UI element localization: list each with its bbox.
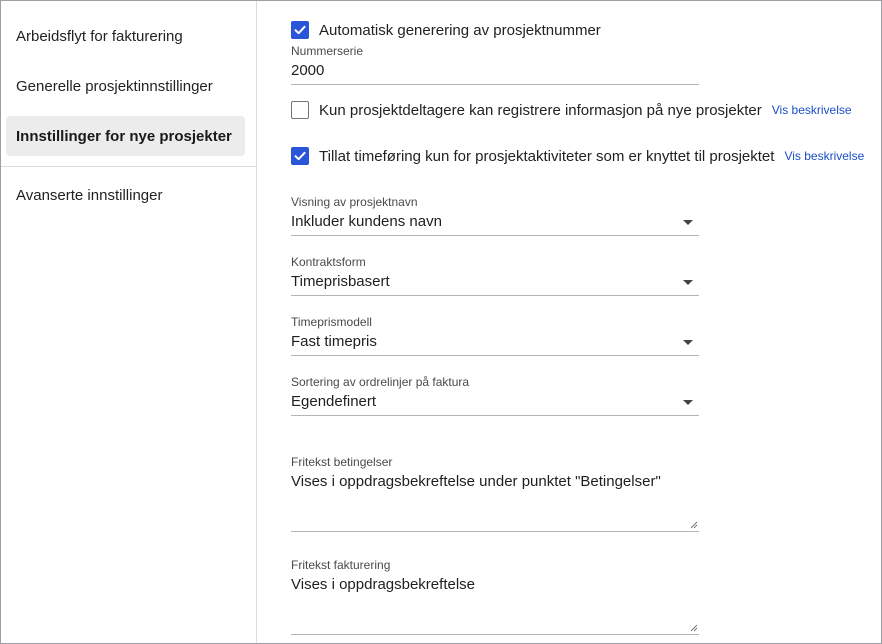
contract-form-value: Timeprisbasert <box>291 273 390 290</box>
sidebar-item-general-project-settings[interactable] <box>6 66 245 106</box>
chevron-down-icon <box>683 280 693 285</box>
hourly-model-value: Fast timepris <box>291 333 377 350</box>
number-series-label: Nummerserie <box>291 44 364 58</box>
checkmark-icon <box>293 149 307 163</box>
participants-only-description-link[interactable]: Vis beskrivelse <box>771 103 852 117</box>
chevron-down-icon <box>683 220 693 225</box>
auto-number-label: Automatisk generering av prosjektnummer <box>319 21 601 39</box>
project-name-display-label: Visning av prosjektnavn <box>291 195 418 209</box>
time-entry-description-link[interactable]: Vis beskrivelse <box>784 149 865 163</box>
settings-content <box>258 1 882 644</box>
time-entry-label: Tillat timeføring kun for prosjektaktiviteter som er knyttet til prosjektet <box>319 147 775 165</box>
time-entry-checkbox[interactable] <box>291 147 309 165</box>
sidebar-item-billing-workflow[interactable] <box>6 16 245 56</box>
number-series-input[interactable]: 2000 <box>291 61 699 85</box>
project-name-display-select[interactable] <box>291 212 699 236</box>
sidebar-item-label: Generelle prosjektinnstillinger <box>16 77 213 95</box>
order-sorting-select[interactable] <box>291 392 699 416</box>
contract-form-label: Kontraktsform <box>291 255 366 269</box>
order-sorting-field <box>291 375 699 416</box>
time-entry-row <box>291 147 864 165</box>
sidebar-item-label: Innstillinger for nye prosjekter <box>16 127 232 145</box>
invoicing-text-textarea[interactable] <box>291 575 699 635</box>
settings-sidebar <box>1 1 257 644</box>
resize-handle-icon[interactable] <box>690 521 698 529</box>
terms-text-value: Vises i oppdragsbekreftelse under punktet "Betingelser" <box>291 473 661 490</box>
participants-only-row <box>291 101 852 119</box>
chevron-down-icon <box>683 400 693 405</box>
participants-only-label: Kun prosjektdeltagere kan registrere informasjon på nye prosjekter <box>319 101 762 119</box>
invoicing-text-value: Vises i oppdragsbekreftelse <box>291 576 475 593</box>
chevron-down-icon <box>683 340 693 345</box>
sidebar-item-label: Arbeidsflyt for fakturering <box>16 27 183 45</box>
hourly-model-select[interactable] <box>291 332 699 356</box>
checkmark-icon <box>293 23 307 37</box>
auto-number-checkbox[interactable] <box>291 21 309 39</box>
number-series-field <box>291 44 699 85</box>
participants-only-checkbox[interactable] <box>291 101 309 119</box>
terms-text-label: Fritekst betingelser <box>291 455 393 469</box>
contract-form-select[interactable] <box>291 272 699 296</box>
hourly-model-field <box>291 315 699 356</box>
order-sorting-value: Egendefinert <box>291 393 377 410</box>
invoicing-text-label: Fritekst fakturering <box>291 558 391 572</box>
project-name-display-value: Inkluder kundens navn <box>291 213 442 230</box>
sidebar-divider <box>1 166 257 167</box>
resize-handle-icon[interactable] <box>690 624 698 632</box>
invoicing-text-field <box>291 558 699 635</box>
auto-number-row <box>291 21 601 39</box>
sidebar-item-new-project-settings[interactable] <box>6 116 245 156</box>
sidebar-item-label: Avanserte innstillinger <box>16 186 163 204</box>
hourly-model-label: Timeprismodell <box>291 315 372 329</box>
order-sorting-label: Sortering av ordrelinjer på faktura <box>291 375 470 389</box>
terms-text-textarea[interactable] <box>291 472 699 532</box>
project-name-display-field <box>291 195 699 236</box>
contract-form-field <box>291 255 699 296</box>
terms-text-field <box>291 455 699 532</box>
sidebar-item-advanced-settings[interactable] <box>6 175 245 215</box>
